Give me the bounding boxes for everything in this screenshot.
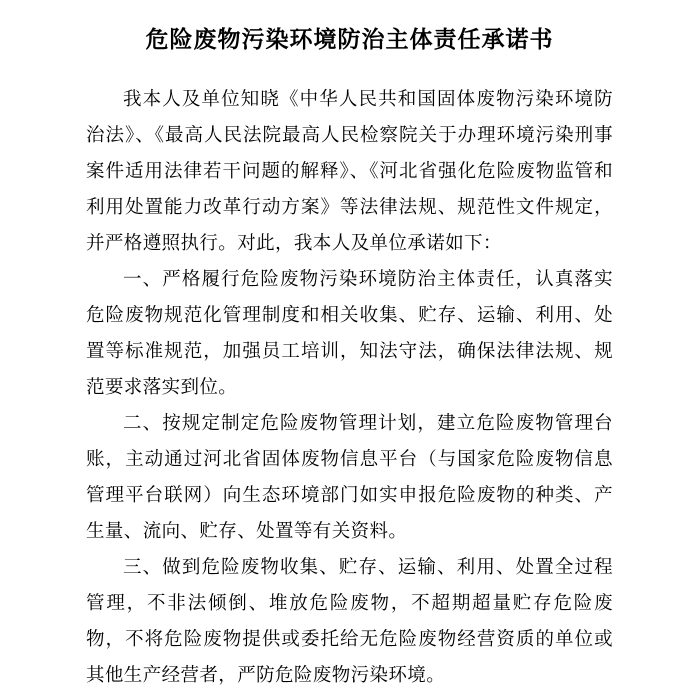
paragraph-intro: 我本人及单位知晓《中华人民共和国固体废物污染环境防治法》、《最高人民法院最高人民检察院关于办理环境污染刑事案件适用法律若干问题的解释》、《河北省强化危险废物监管和利用处置能力改革行动方案》等法律法规、规范性文件规定，并严格遵照执行。对此，我本人及单位承诺如下： [86, 89, 613, 255]
paragraph-item-1: 一、严格履行危险废物污染环境防治主体责任，认真落实危险废物规范化管理制度和相关收集、贮存、运输、利用、处置等标准规范，加强员工培训，知法守法，确保法律法规、规范要求落实到位。 [86, 269, 613, 399]
page-title: 危险废物污染环境防治主体责任承诺书 [145, 26, 554, 53]
document-body [0, 82, 699, 694]
paragraph-item-3: 三、做到危险废物收集、贮存、运输、利用、处置全过程管理，不非法倾倒、堆放危险废物，不超期超量贮存危险废物，不将危险废物提供或委托给无危险废物经营资质的单位或其他生产经营者，严防危险废物污染环境。 [86, 557, 613, 687]
paragraph-item-2: 二、按规定制定危险废物管理计划，建立危险废物管理台账，主动通过河北省固体废物信息平台（与国家危险废物信息管理平台联网）向生态环境部门如实申报危险废物的种类、产生量、流向、贮存、处置等有关资料。 [86, 413, 613, 543]
document-page [0, 24, 699, 689]
